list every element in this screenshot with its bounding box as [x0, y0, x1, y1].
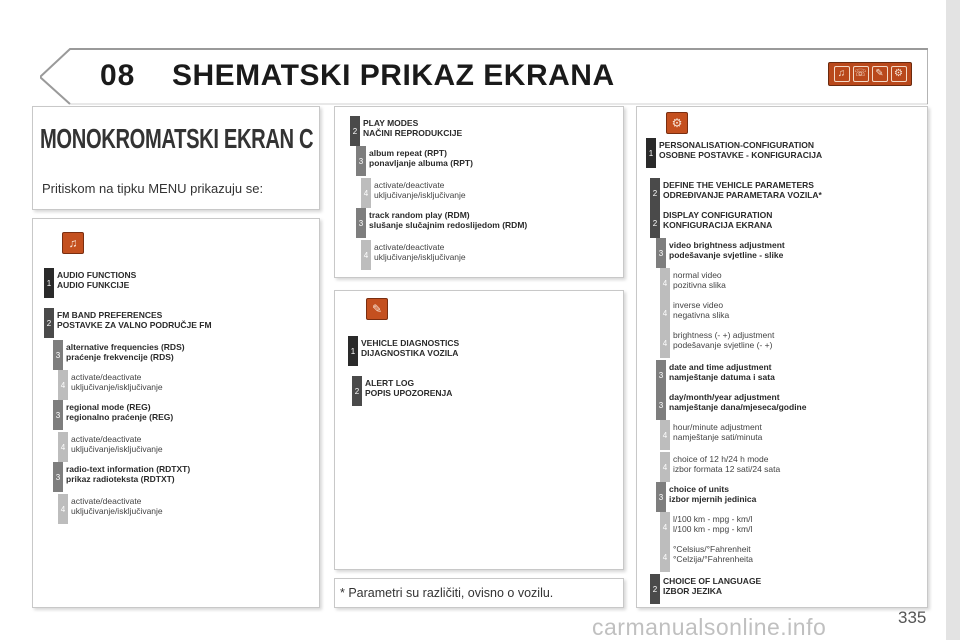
- menu-item-text: [374, 240, 466, 262]
- menu-item-label-hr: prikaz radioteksta (RDTXT): [66, 474, 175, 484]
- menu-item-label-hr: uključivanje/isključivanje: [71, 444, 163, 454]
- menu-item-label-hr: ponavljanje albuma (RPT): [369, 158, 473, 168]
- menu-item-text: [369, 146, 473, 168]
- menu-item-text: [66, 340, 185, 362]
- menu-item-text: [361, 336, 459, 358]
- level-badge: 3: [53, 462, 63, 492]
- menu-item-label-en: activate/deactivate: [71, 434, 142, 444]
- menu-item-label-en: activate/deactivate: [374, 242, 445, 252]
- menu-item-label-en: ALERT LOG: [365, 378, 415, 388]
- level-badge: 2: [650, 574, 660, 604]
- menu-item-level-4: [660, 328, 774, 358]
- menu-item-text: [66, 400, 173, 422]
- menu-item-level-3: [356, 208, 527, 238]
- menu-item-label-en: l/100 km - mpg - km/l: [673, 514, 753, 524]
- menu-item-label-en: day/month/year adjustment: [669, 392, 780, 402]
- menu-item-label-en: AUDIO FUNCTIONS: [57, 270, 137, 280]
- menu-item-label-en: date and time adjustment: [669, 362, 772, 372]
- menu-item-label-en: regional mode (REG): [66, 402, 151, 412]
- level-badge: 2: [350, 116, 360, 146]
- menu-item-label-en: DEFINE THE VEHICLE PARAMETERS: [663, 180, 814, 190]
- menu-item-label-hr: pozitivna slika: [673, 280, 726, 290]
- menu-item-level-4: [58, 370, 163, 400]
- menu-item-label-hr: IZBOR JEZIKA: [663, 586, 723, 596]
- menu-item-label-hr: l/100 km - mpg - km/l: [673, 524, 753, 534]
- menu-item-level-4: [361, 240, 466, 270]
- menu-item-text: [659, 138, 822, 160]
- menu-item-label-hr: °Celzija/°Fahrenheita: [673, 554, 754, 564]
- menu-item-label-hr: namještanje dana/mjeseca/godine: [669, 402, 807, 412]
- menu-item-label-en: PERSONALISATION-CONFIGURATION: [659, 140, 815, 150]
- menu-item-label-hr: praćenje frekvencije (RDS): [66, 352, 174, 362]
- level-badge: 4: [660, 420, 670, 450]
- menu-item-text: [673, 452, 780, 474]
- phone-icon: ☏: [853, 66, 869, 82]
- level-badge: 4: [58, 494, 68, 524]
- level-badge: 4: [660, 512, 670, 542]
- menu-item-text: [363, 116, 462, 138]
- menu-item-label-en: video brightness adjustment: [669, 240, 785, 250]
- level-badge: 4: [361, 178, 371, 208]
- menu-item-label-en: hour/minute adjustment: [673, 422, 762, 432]
- level-badge: 4: [361, 240, 371, 270]
- menu-item-label-hr: uključivanje/isključivanje: [71, 382, 163, 392]
- menu-item-label-en: choice of 12 h/24 h mode: [673, 454, 769, 464]
- menu-item-label-hr: regionalno praćenje (REG): [66, 412, 174, 422]
- menu-item-text: [673, 298, 729, 320]
- diagnostics-panel: [334, 290, 624, 570]
- menu-item-text: [669, 238, 785, 260]
- wrench-icon: ✎: [872, 66, 888, 82]
- chapter-title: SHEMATSKI PRIKAZ EKRANA: [172, 59, 615, 92]
- menu-item-level-4: [660, 452, 780, 482]
- level-badge: 3: [53, 340, 63, 370]
- level-badge: 4: [58, 432, 68, 462]
- menu-item-label-hr: uključivanje/isključivanje: [374, 190, 466, 200]
- menu-item-label-en: °Celsius/°Fahrenheit: [673, 544, 751, 554]
- menu-item-level-2: [352, 376, 452, 406]
- level-badge: 3: [53, 400, 63, 430]
- level-badge: 1: [646, 138, 656, 168]
- menu-item-label-en: activate/deactivate: [71, 372, 142, 382]
- menu-item-label-hr: uključivanje/isključivanje: [71, 506, 163, 516]
- level-badge: 3: [656, 390, 666, 420]
- menu-item-label-hr: podešavanje svjetline (- +): [673, 340, 773, 350]
- menu-item-level-2: [650, 208, 772, 238]
- level-badge: 2: [44, 308, 54, 338]
- menu-item-label-en: album repeat (RPT): [369, 148, 447, 158]
- menu-item-text: [669, 482, 756, 504]
- menu-item-level-4: [58, 494, 163, 524]
- menu-item-label-en: CHOICE OF LANGUAGE: [663, 576, 762, 586]
- level-badge: 3: [356, 208, 366, 238]
- menu-item-text: [673, 512, 752, 534]
- wrench-icon: ✎: [366, 298, 388, 320]
- menu-item-label-hr: namještanje sati/minuta: [673, 432, 763, 442]
- menu-item-level-3: [53, 340, 185, 370]
- menu-item-level-3: [656, 360, 775, 390]
- menu-item-label-en: normal video: [673, 270, 722, 280]
- menu-item-label-en: choice of units: [669, 484, 729, 494]
- menu-item-text: [663, 178, 822, 200]
- page-edge-strip: [946, 0, 960, 640]
- menu-item-label-hr: POPIS UPOZORENJA: [365, 388, 453, 398]
- settings-icon: ⚙: [666, 112, 688, 134]
- level-badge: 4: [660, 268, 670, 298]
- menu-item-label-en: activate/deactivate: [374, 180, 445, 190]
- level-badge: 4: [660, 328, 670, 358]
- level-badge: 4: [58, 370, 68, 400]
- level-badge: 4: [660, 452, 670, 482]
- menu-item-text: [374, 178, 466, 200]
- menu-item-label-hr: uključivanje/isključivanje: [374, 252, 466, 262]
- level-badge: 1: [348, 336, 358, 366]
- level-badge: 1: [44, 268, 54, 298]
- menu-item-text: [663, 574, 761, 596]
- level-badge: 3: [356, 146, 366, 176]
- menu-item-label-en: FM BAND PREFERENCES: [57, 310, 163, 320]
- menu-item-level-1: [44, 268, 136, 298]
- level-badge: 2: [650, 178, 660, 208]
- menu-item-level-4: [660, 542, 753, 572]
- menu-item-level-2: [650, 574, 761, 604]
- menu-item-level-4: [660, 420, 762, 450]
- menu-item-label-en: radio-text information (RDTXT): [66, 464, 191, 474]
- menu-item-level-3: [656, 482, 756, 512]
- menu-item-label-hr: izbor mjernih jedinica: [669, 494, 757, 504]
- menu-item-level-2: [44, 308, 212, 338]
- menu-item-label-hr: NAČINI REPRODUKCIJE: [363, 128, 463, 138]
- watermark: carmanualsonline.info: [592, 614, 827, 640]
- menu-item-text: [71, 432, 163, 454]
- menu-item-label-hr: POSTAVKE ZA VALNO PODRUČJE FM: [57, 320, 212, 330]
- menu-item-text: [57, 308, 212, 330]
- menu-item-label-hr: negativna slika: [673, 310, 730, 320]
- menu-item-text: [673, 542, 753, 564]
- menu-item-label-en: track random play (RDM): [369, 210, 470, 220]
- settings-icon: ⚙: [891, 66, 907, 82]
- menu-item-level-1: [646, 138, 822, 168]
- menu-item-text: [663, 208, 772, 230]
- menu-item-label-hr: izbor formata 12 sati/24 sata: [673, 464, 781, 474]
- menu-item-label-en: inverse video: [673, 300, 724, 310]
- menu-item-text: [66, 462, 190, 484]
- menu-item-label-en: alternative frequencies (RDS): [66, 342, 185, 352]
- level-badge: 4: [660, 542, 670, 572]
- menu-item-label-en: activate/deactivate: [71, 496, 142, 506]
- menu-item-text: [369, 208, 527, 230]
- menu-item-text: [71, 494, 163, 516]
- menu-item-text: [673, 328, 774, 350]
- menu-item-text: [365, 376, 452, 398]
- menu-item-level-2: [350, 116, 462, 146]
- menu-item-level-4: [660, 268, 726, 298]
- page-header: [40, 47, 928, 105]
- music-icon: ♫: [62, 232, 84, 254]
- menu-item-label-en: brightness (- +) adjustment: [673, 330, 775, 340]
- menu-item-text: [71, 370, 163, 392]
- menu-item-level-4: [361, 178, 466, 208]
- chapter-number: 08: [100, 59, 136, 92]
- menu-item-level-3: [656, 390, 806, 420]
- menu-item-text: [673, 420, 762, 442]
- menu-item-level-4: [58, 432, 163, 462]
- section-title: MONOKROMATSKI EKRAN C: [40, 123, 314, 154]
- menu-item-label-en: DISPLAY CONFIGURATION: [663, 210, 773, 220]
- menu-item-label-hr: OSOBNE POSTAVKE - KONFIGURACIJA: [659, 150, 823, 160]
- menu-item-label-en: PLAY MODES: [363, 118, 419, 128]
- menu-item-text: [669, 360, 775, 382]
- menu-item-level-3: [53, 462, 190, 492]
- menu-item-text: [669, 390, 806, 412]
- level-badge: 3: [656, 360, 666, 390]
- menu-item-level-3: [356, 146, 473, 176]
- menu-item-level-1: [348, 336, 459, 366]
- menu-item-level-4: [660, 298, 729, 328]
- level-badge: 3: [656, 482, 666, 512]
- menu-item-text: [673, 268, 726, 290]
- music-icon: ♫: [834, 66, 850, 82]
- menu-item-level-3: [53, 400, 173, 430]
- menu-item-level-4: [660, 512, 752, 542]
- menu-item-label-hr: KONFIGURACIJA EKRANA: [663, 220, 773, 230]
- menu-item-label-hr: ODREĐIVANJE PARAMETARA VOZILA*: [663, 190, 822, 200]
- menu-item-label-hr: slušanje slučajnim redoslijedom (RDM): [369, 220, 528, 230]
- level-badge: 2: [352, 376, 362, 406]
- page-number: 335: [898, 608, 927, 627]
- menu-item-label-hr: namještanje datuma i sata: [669, 372, 775, 382]
- menu-item-level-2: [650, 178, 822, 208]
- intro-text: Pritiskom na tipku MENU prikazuju se:: [42, 181, 264, 196]
- menu-item-label-hr: AUDIO FUNKCIJE: [57, 280, 130, 290]
- level-badge: 4: [660, 298, 670, 328]
- chapter-tab-icons: [828, 62, 912, 86]
- menu-item-label-en: VEHICLE DIAGNOSTICS: [361, 338, 460, 348]
- menu-item-level-3: [656, 238, 785, 268]
- menu-item-label-hr: podešavanje svjetline - slike: [669, 250, 784, 260]
- menu-item-text: [57, 268, 136, 290]
- footnote: * Parametri su različiti, ovisno o vozilu.: [340, 586, 554, 600]
- level-badge: 2: [650, 208, 660, 238]
- level-badge: 3: [656, 238, 666, 268]
- menu-item-label-hr: DIJAGNOSTIKA VOZILA: [361, 348, 459, 358]
